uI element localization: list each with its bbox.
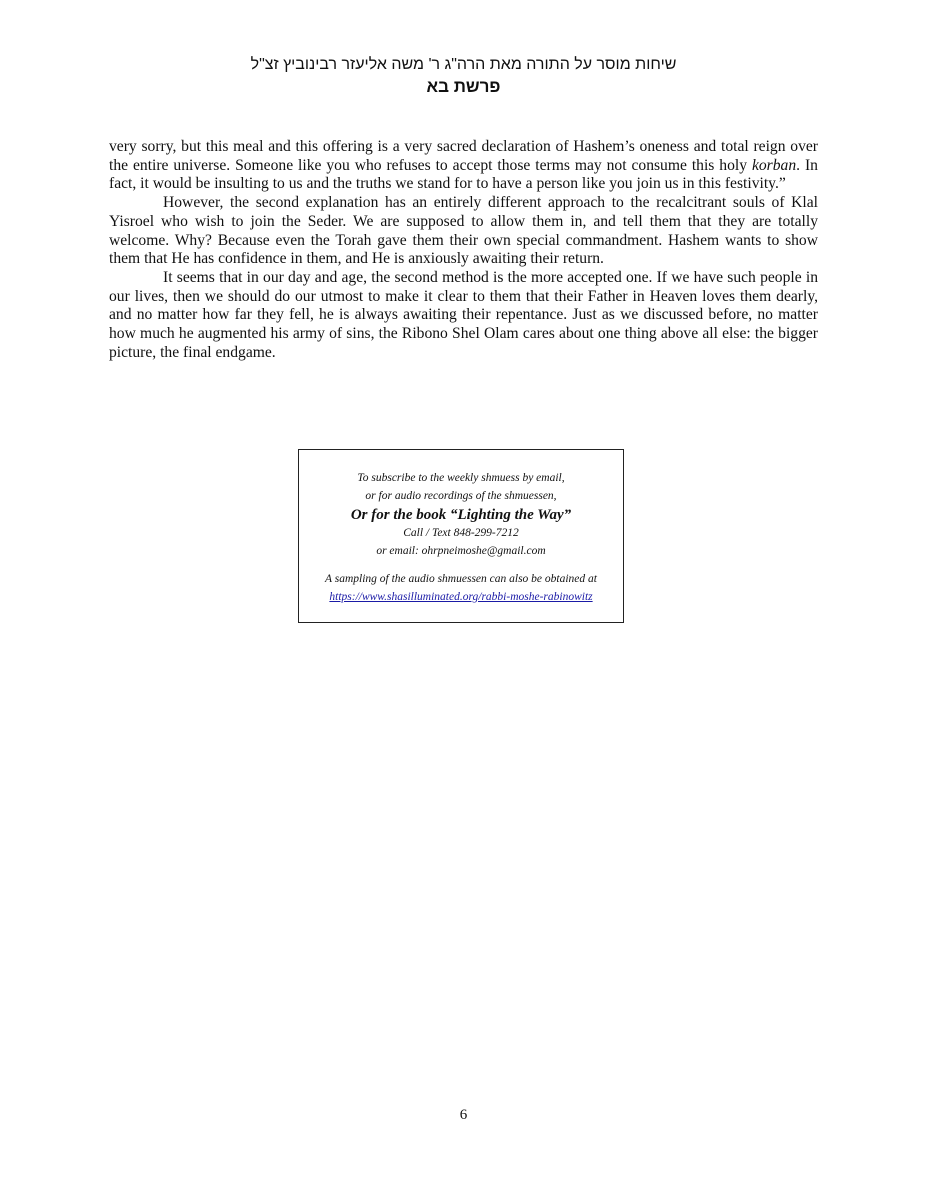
paragraph-3: It seems that in our day and age, the second method is the more accepted one. If we have such people in our lives, then we should do our utmost to make it clear to them that their Father in Heaven loves them dearly, and no matter how far they fell, he is always awaiting their repentance. Just as we discussed before, no matter how much he augmented his army of sins, the Ribono Shel Olam cares about one thing above all else: the bigger picture, the final endgame. [109, 268, 818, 361]
page-number: 6 [459, 1107, 468, 1123]
audio-line: or for audio recordings of the shmuessen, [365, 489, 557, 502]
paragraph-2: However, the second explanation has an entirely different approach to the recalcitrant souls of Klal Yisroel who wish to join the Seder. We are supposed to allow them in, and tell them that they are totally welcome. Why? Because even the Torah gave them their own special commandment. Hashem wants to show them that He has confidence in them, and He is anxiously awaiting their return. [109, 194, 818, 268]
audio-website-link[interactable]: https://www.shasilluminated.org/rabbi-moshe-rabinowitz [329, 590, 593, 603]
paragraph-1-text-b: . In fact, it would be insulting to us and the truths we stand for to have a person like you join us in this festivity.” [109, 156, 818, 193]
page-header [0, 54, 927, 98]
paragraph-1-text-a: very sorry, but this meal and this offering is a very sacred declaration of Hashem’s oneness and total reign over the entire universe. Someone like you who refuses to accept those terms may not consume this holy [109, 138, 818, 174]
book-title-line: Or for the book “Lighting the Way” [350, 507, 572, 523]
spacer [299, 560, 623, 571]
email-line: or email: ohrpneimoshe@gmail.com [376, 544, 546, 557]
sampling-line: A sampling of the audio shmuessen can also be obtained at [325, 573, 597, 585]
header-series-title: שיחות מוסר על התורה מאת הרה"ג ר' משה אליעזר רבינוביץ זצ"ל [250, 56, 677, 73]
header-parsha-title: פרשת בא [426, 77, 501, 96]
korban-term: korban [751, 156, 797, 174]
phone-line: Call / Text 848-299-7212 [403, 527, 519, 539]
subscription-info-box [298, 449, 624, 623]
article-body [109, 138, 818, 362]
paragraph-1 [109, 138, 818, 194]
subscribe-line: To subscribe to the weekly shmuess by email, [357, 472, 565, 484]
